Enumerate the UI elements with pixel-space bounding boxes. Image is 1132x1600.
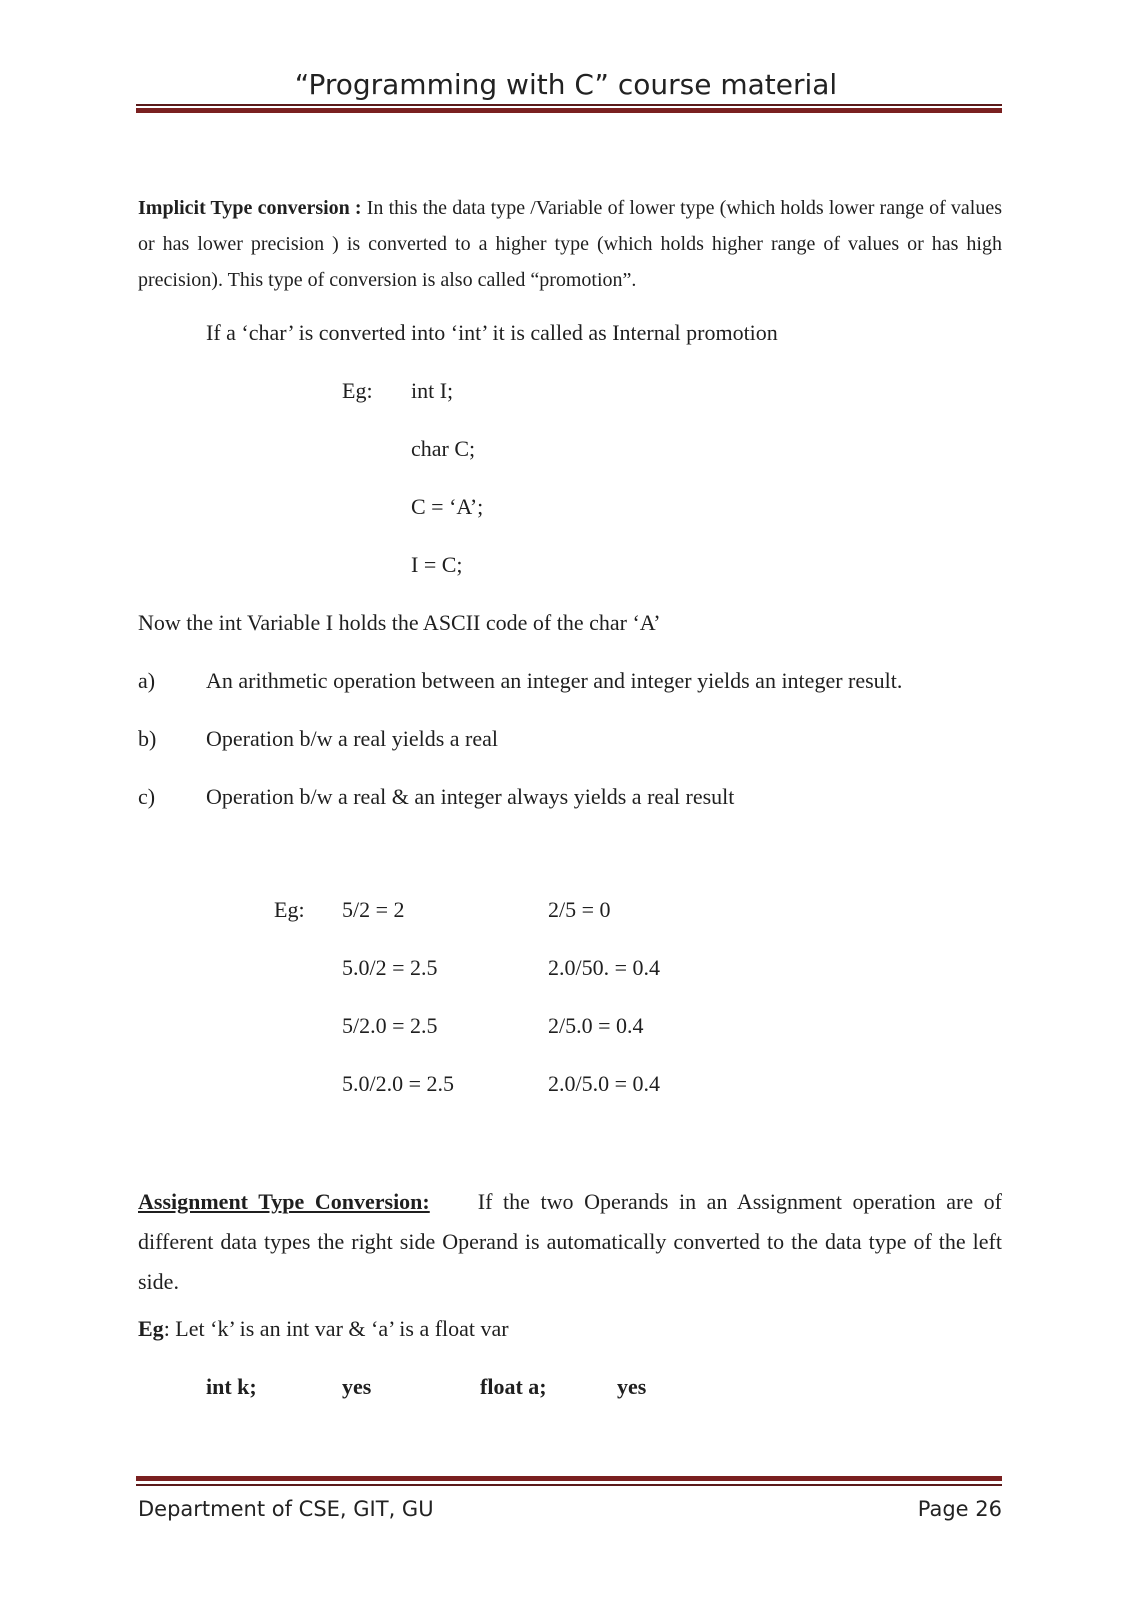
example3-code-item: yes xyxy=(342,1374,372,1399)
rule-text: An arithmetic operation between an integer and integer yields an integer result. xyxy=(206,668,903,693)
footer-rule-thick xyxy=(136,1476,1002,1481)
page-header-title: “Programming with C” course material xyxy=(294,68,838,101)
example1-label: Eg: xyxy=(342,378,373,403)
assignment-conversion-heading: Assignment Type Conversion: xyxy=(138,1189,430,1214)
example2-left-expr: 5/2 = 2 xyxy=(342,897,405,922)
header-rule-thick xyxy=(136,108,1002,113)
example3-text: : Let ‘k’ is an int var & ‘a’ is a float var xyxy=(163,1316,509,1341)
internal-promotion-text: If a ‘char’ is converted into ‘int’ it is called as Internal promotion xyxy=(206,320,778,345)
example2-left-expr: 5/2.0 = 2.5 xyxy=(342,1013,438,1038)
example1-code-line: int I; xyxy=(411,378,454,403)
footer-department: Department of CSE, GIT, GU xyxy=(138,1497,434,1521)
ascii-note: Now the int Variable I holds the ASCII code of the char ‘A’ xyxy=(138,610,661,635)
example1-code-line: char C; xyxy=(411,436,476,461)
example3-label: Eg xyxy=(138,1316,164,1341)
rule-text: Operation b/w a real yields a real xyxy=(206,726,498,751)
rule-marker: a) xyxy=(138,668,156,693)
assignment-conversion-paragraph xyxy=(138,1182,1002,1302)
example2-right-expr: 2.0/50. = 0.4 xyxy=(548,955,661,980)
example3-code-item: float a; xyxy=(480,1374,547,1399)
footer-page-number: Page 26 xyxy=(917,1497,1002,1521)
implicit-conversion-heading: Implicit Type conversion : xyxy=(138,197,362,219)
example3-line xyxy=(138,1316,509,1342)
example2-right-expr: 2/5 = 0 xyxy=(548,897,611,922)
example3-code-item: yes xyxy=(617,1374,647,1399)
example1-code-line: C = ‘A’; xyxy=(411,494,484,519)
rule-marker: c) xyxy=(138,784,156,809)
example3-code-item: int k; xyxy=(206,1374,257,1399)
rule-marker: b) xyxy=(138,726,157,751)
example2-right-expr: 2/5.0 = 0.4 xyxy=(548,1013,644,1038)
rule-text: Operation b/w a real & an integer always yields a real result xyxy=(206,784,735,809)
header-rule-thin xyxy=(136,104,1002,106)
assignment-conversion-body: If the two Operands in an Assignment operation are of different data types the right side Operand is automatically converted to the data type of the left side. xyxy=(138,1189,1003,1294)
example2-label: Eg: xyxy=(274,897,305,922)
implicit-conversion-paragraph xyxy=(138,190,1002,298)
footer-rule-thin xyxy=(136,1484,1002,1486)
example2-left-expr: 5.0/2 = 2.5 xyxy=(342,955,438,980)
example2-right-expr: 2.0/5.0 = 0.4 xyxy=(548,1071,661,1096)
example1-code-line: I = C; xyxy=(411,552,463,577)
implicit-conversion-body: In this the data type /Variable of lower type (which holds lower range of values or has lower precision ) is converted to a higher type (which holds higher range of values or has high precision). This type of conversion is also called “promotion”. xyxy=(138,197,1003,291)
example2-left-expr: 5.0/2.0 = 2.5 xyxy=(342,1071,455,1096)
